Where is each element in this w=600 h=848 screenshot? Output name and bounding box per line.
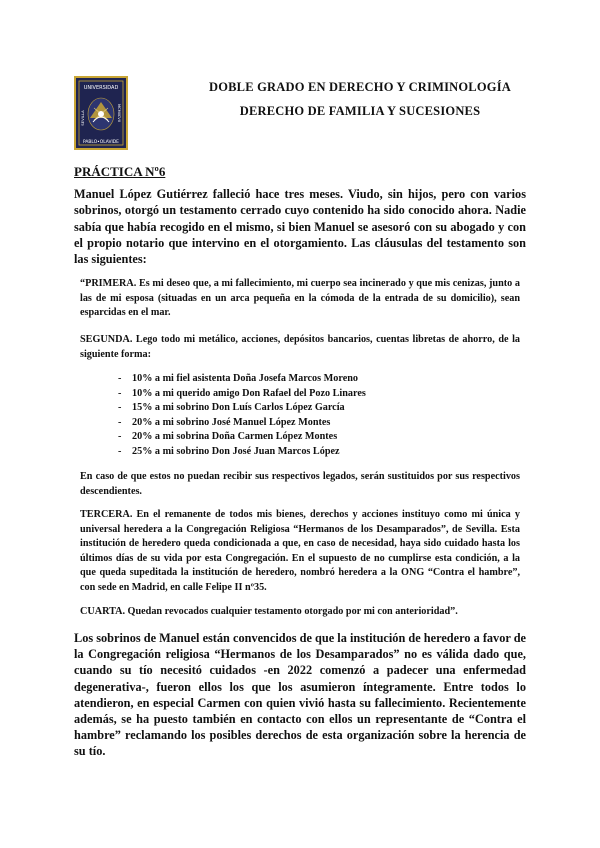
logo-right-text: MCMXCVII xyxy=(117,104,121,122)
legacy-item xyxy=(118,430,518,445)
closing-paragraph: Los sobrinos de Manuel están convencidos de que la institución de heredero a favor de la Congregación religiosa “Hermanos de los Desamparados” no es válida dado que, cuando su tío necesitó cuidados -en 2022 comenzó a padecer una enfermedad degenerativa-, fueron ellos los que los asumieron íntegramente. Entre todos lo atendieron, en especial Carmen con quien vivió hasta su fallecimiento. Recientemente además, se ha puesto también en contacto con ellos un representante de “Contra el hambre” reclamando los posibles derechos de esta organización sobre la herencia de su tío. xyxy=(74,631,526,759)
list-dash: - xyxy=(118,445,122,457)
list-dash: - xyxy=(118,431,122,443)
legacy-item xyxy=(118,401,518,416)
legacy-item xyxy=(118,416,518,431)
legacy-item xyxy=(118,445,518,460)
legacy-text: 20% a mi sobrino José Manuel López Montes xyxy=(132,416,331,428)
legacy-text: 25% a mi sobrino Don José Juan Marcos López xyxy=(132,445,340,457)
course-title: DERECHO DE FAMILIA Y SUCESIONES xyxy=(239,104,481,118)
clause-cuarta: CUARTA. Quedan revocados cualquier testamento otorgado por mi con anterioridad”. xyxy=(80,606,458,617)
list-dash: - xyxy=(118,387,122,399)
legacies-list xyxy=(118,372,518,460)
legacy-item xyxy=(118,372,518,387)
degree-title: DOBLE GRADO EN DERECHO Y CRIMINOLOGÍA xyxy=(209,80,511,94)
list-dash: - xyxy=(118,402,122,414)
logo-emblem-icon xyxy=(88,98,114,130)
legacy-text: 10% a mi querido amigo Don Rafael del Pozo Linares xyxy=(132,387,366,399)
logo-left-text: SEVILLA xyxy=(80,110,85,126)
legacy-text: 15% a mi sobrino Don Luís Carlos López García xyxy=(132,402,345,414)
clause-tercera: TERCERA. En el remanente de todos mis bienes, derechos y acciones instituyo como mi única y universal heredera a la Congregación Religiosa “Hermanos de los Desamparados”, de Sevilla. Esta institución de heredero queda condicionada a que, en caso de necesidad, haya sido cuidado hasta los últimos días de su vida por esta Congregación. En el supuesto de no cumplirse esta condición, a la que queda supeditada la institución de heredero, nombró heredera a la ONG “Contra el hambre”, con sede en Madrid, en calle Felipe II nº35. xyxy=(80,509,520,593)
logo-bottom-text: PABLO•OLAVIDE xyxy=(83,140,119,145)
intro-paragraph: Manuel López Gutiérrez falleció hace tres meses. Viudo, sin hijos, pero con varios sobrinos, otorgó un testamento cerrado cuyo contenido ha sido conocido ahora. Nadie sabía que había recogido en el mismo, si bien Manuel se asesoró con su abogado y con el propio notario que intervino en el otorgamiento. Las cláusulas del testamento son las siguientes: xyxy=(74,187,526,267)
university-logo xyxy=(74,76,128,150)
list-dash: - xyxy=(118,373,122,384)
clause-sustitucion: En caso de que estos no puedan recibir sus respectivos legados, serán sustituidos por sus respectivos descendientes. xyxy=(80,471,520,497)
logo-top-text: UNIVERSIDAD xyxy=(83,85,119,91)
legacy-text: 20% a mi sobrina Doña Carmen López Montes xyxy=(132,431,338,443)
practice-title: PRÁCTICA Nº6 xyxy=(74,164,166,179)
clause-segunda: SEGUNDA. Lego todo mi metálico, acciones, depósitos bancarios, cuentas libretas de ahorro, de la siguiente forma: xyxy=(80,334,520,360)
list-dash: - xyxy=(118,416,122,428)
clause-primera: “PRIMERA. Es mi deseo que, a mi fallecimiento, mi cuerpo sea incinerado y que mis cenizas, junto a las de mi esposa (situadas en un arca pequeña en la cómoda de la entrada de su domicilio), sean esparcidas en el mar. xyxy=(80,278,520,318)
legacy-item xyxy=(118,387,518,402)
legacy-text: 10% a mi fiel asistenta Doña Josefa Marcos Moreno xyxy=(132,373,358,384)
